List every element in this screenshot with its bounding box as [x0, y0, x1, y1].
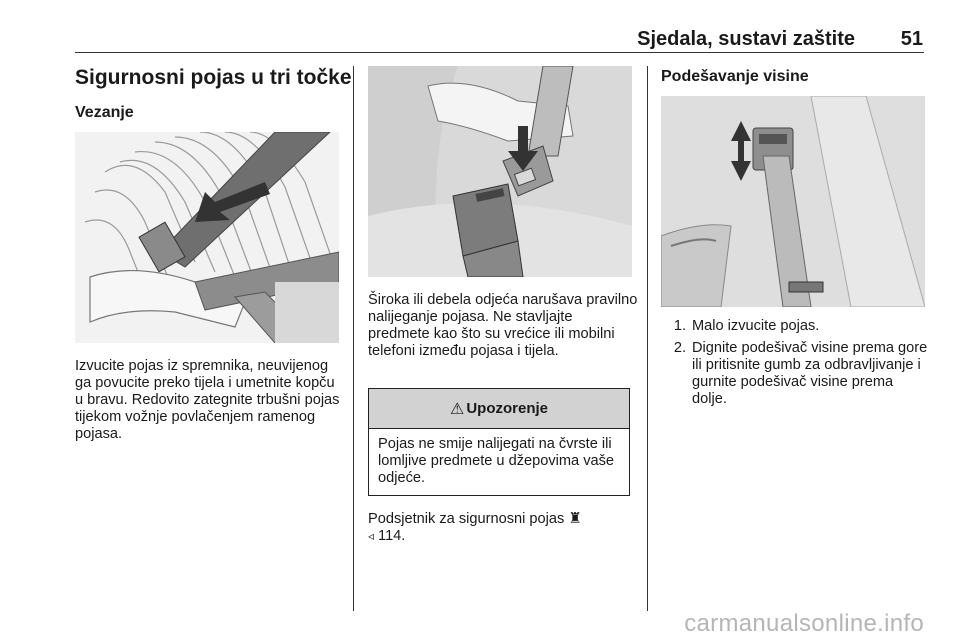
warning-triangle-icon: ⚠: [449, 400, 465, 418]
subsection-title-fastening: Vezanje: [75, 104, 134, 121]
figure-buckle: [368, 66, 632, 277]
warning-text: Pojas ne smije nalijegati na čvrste ili lomljive predmete u džepovima vaše odjeće.: [378, 436, 615, 486]
figure-fastening-belt: [75, 132, 339, 343]
warning-title: Upozorenje: [466, 400, 549, 417]
column-divider-1: [353, 66, 354, 611]
reminder-text: Podsjetnik za sigurnosni pojas: [368, 511, 565, 527]
height-adjust-steps: [668, 318, 930, 413]
figure-height-adjuster: [661, 96, 925, 307]
column-divider-2: [647, 66, 648, 611]
header-page-number: 51: [900, 28, 923, 50]
seatbelt-reminder-icon: ♜: [568, 510, 582, 527]
paragraph-clothing: Široka ili debela odjeća narušava pravilno nalijeganje pojasa. Ne stavljajte predmete kao što su vrećice ili mobilni telefoni između pojasa i tijela.: [368, 292, 638, 359]
header-section-title: Sjedala, sustavi zaštite: [637, 28, 855, 50]
list-item: 1. Malo izvucite pojas.: [673, 318, 820, 334]
section-title: Sigurnosni pojas u tri točke: [75, 66, 352, 89]
reminder-reference: [368, 510, 638, 545]
warning-header: [369, 389, 629, 429]
subsection-title-height-adjust: Podešavanje visine: [661, 68, 809, 85]
warning-box: [368, 388, 630, 496]
paragraph-fastening: Izvucite pojas iz spremnika, neuvijenog ga povucite preko tijela i umetnite kopču u bravu. Redovito zategnite trbušni pojas tijekom vožnje povlačenjem ramenog pojasa.: [75, 358, 340, 442]
list-item: 2. Dignite podešivač visine prema gore ili pritisnite gumb za odbravljivanje i gurnite podešivač visine prema dolje.: [673, 340, 928, 407]
header-rule: [75, 52, 924, 53]
watermark: carmanualsonline.info: [684, 610, 924, 637]
page-reference-arrow-icon: ◃: [368, 529, 375, 543]
reference-page-link[interactable]: 114.: [378, 528, 406, 544]
